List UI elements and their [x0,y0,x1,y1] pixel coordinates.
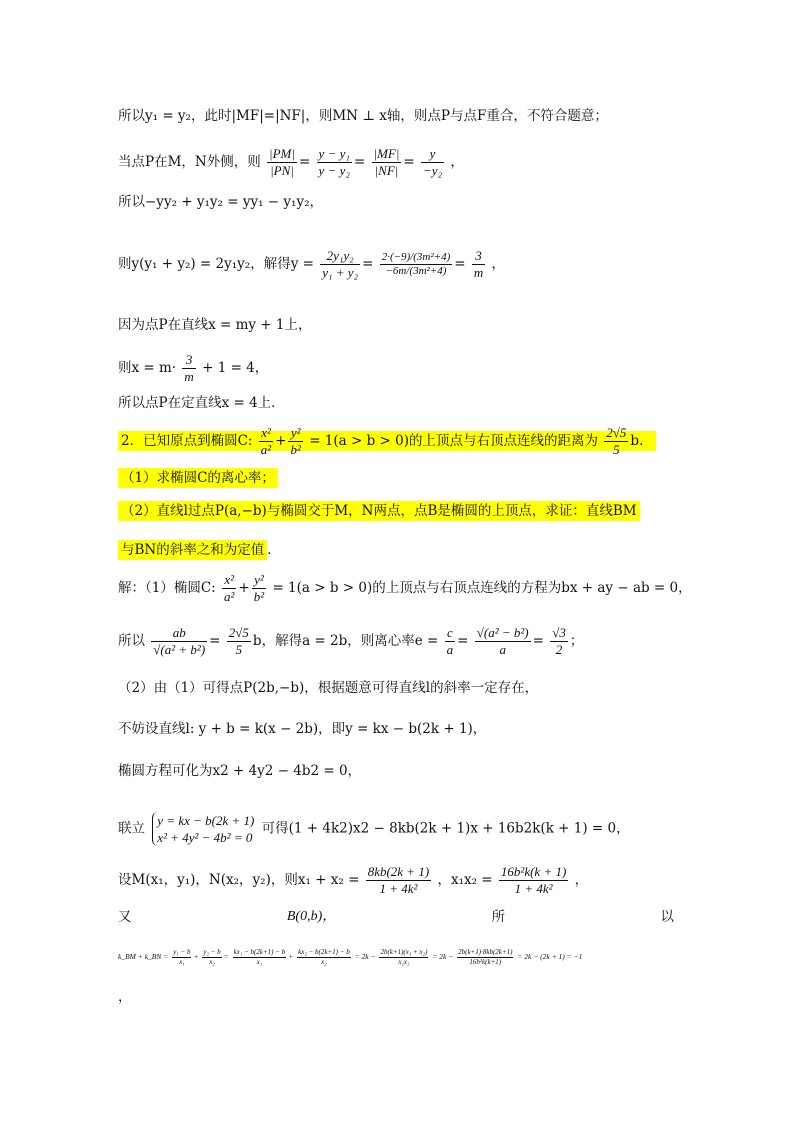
question-part-1: （1）求椭圆C的离心率； [118,467,278,489]
fraction: $\frac{\text{x²}}{\text{a²}}$ [224,572,235,604]
justified-line: 又 B(0,b)， 所 以 [118,909,674,925]
question-stem: 2．已知原点到椭圆C: $\frac{\text{x²}}{\text{a²}}$ + $\frac{\text{y²}}{\text{b²}}$ = 1(a > b > 0)的上顶点与右顶点连线的距离为 $\frac{2√5}{5}$ b． [118,425,656,458]
text-line: 所以y₁ = y₂，此时|MF|=|NF|，则MN ⊥ x轴，则点P与点F重合，不符合题意； [118,108,608,124]
fraction: $\frac{8kb(2k + 1)}{\text{1 + 4k²}}$ [367,864,430,896]
fraction: $\frac{3}{m}$ [473,248,484,280]
question-part-2-cont: 与BN的斜率之和为定值 ． [118,539,281,561]
solution-line: 所以 $\frac{ab}{\text{√(a² + b²)}}$ = $\frac{2√5}{5}$ b，解得a = 2b，则离心率e = $\frac{c}{a}$ = $\frac{\text{√(a² − b²)}}{a}$ = $\frac{√3}{2}$ ； [118,625,584,657]
fraction: $\frac{\text{√(a² − b²)}}{a}$ [476,625,529,657]
fraction: $\frac{\text{2·(−9)/(3m²+4)}}{\text{−6m/(3m²+4)}}$ [381,251,451,277]
solution-line: 设M(x₁，y₁)，N(x₂，y₂)，则x₁ + x₂ = $\frac{8kb(2k + 1)}{\text{1 + 4k²}}$ ，x₁x₂ = $\frac{\text{16b²k(k + 1)}}{\text{1 + 4k²}}$ ， [118,864,589,896]
fraction: $\frac{\text{2b(k+1)(x₁ + x₂)}}{\text{x₁x₂}}$ [380,948,428,966]
solution-line: （2）由（1）可得点P(2b,−b)，根据题意可得直线l的斜率一定存在， [118,680,539,696]
fraction: $\frac{\text{y₂ − b}}{\text{x₂}}$ [203,948,221,966]
solution-line: 解：（1）椭圆C: $\frac{\text{x²}}{\text{a²}}$ + $\frac{\text{y²}}{\text{b²}}$ = 1(a > b > 0)的上顶点与右顶点连线的方程为bx + ay − ab = 0， [118,572,692,604]
fraction: $\frac{\text{x²}}{\text{a²}}$ [260,425,272,457]
text-line: 因为点P在直线x = my + 1上， [118,317,312,333]
text-line: 所以点P在定直线x = 4上． [118,395,285,411]
text-line: ， [118,989,132,1005]
fraction: $\frac{\text{kx₁ − b(2k+1) − b}}{\text{x₁}}$ [233,948,286,966]
fraction: $\frac{|PM|}{|PN|}$ [269,146,295,178]
text-line: 则x = m· $\frac{3}{m}$ + 1 = 4， [118,352,269,384]
equation-system: y = kx − b(2k + 1) x² + 4y² − 4b² = 0 [152,812,254,846]
solution-line: 椭圆方程可化为x2 + 4y2 − 4b2 = 0， [118,763,362,779]
fraction: $\frac{\text{y²}}{\text{b²}}$ [290,425,301,457]
fraction: $\frac{|MF|}{|NF|}$ [373,146,400,178]
fraction: $\frac{\text{16b²k(k + 1)}}{\text{1 + 4k²}}$ [500,864,567,896]
fraction: $\frac{y}{\text{−y₂}}$ [423,146,443,178]
fraction: $\frac{2√5}{5}$ [606,425,627,457]
text-line: 所以−yy₂ + y₁y₂ = yy₁ − y₁y₂， [118,194,323,210]
fraction: $\frac{ab}{\text{√(a² + b²)}}$ [153,625,206,657]
fraction: $\frac{\text{kx₂ − b(2k+1) − b}}{\text{x₂}}$ [298,948,350,966]
text-line: 则y(y₁ + y₂) = 2y₁y₂，解得y = $\frac{\text{2y₁y₂}}{\text{y₁ + y₂}}$ = $\frac{\text{2·(−9)/(3m²+4)}}{\text{−6m/(3m²+4)}}$ = $\frac{3}{m}$ ， [118,248,506,280]
solution-line: 联立 y = kx − b(2k + 1) x² + 4y² − 4b² = 0 可得(1 + 4k2)x2 − 8kb(2k + 1)x + 16b2k(k + 1) = 0， [118,813,630,845]
fraction: $\frac{c}{a}$ [446,625,454,657]
question-part-2: （2）直线l过点P(a,−b)与椭圆交于M，N两点，点B是椭圆的上顶点，求证：直线BM [118,500,640,522]
fraction: $\frac{\text{y₁ − b}}{\text{x₁}}$ [173,948,191,966]
fraction: $\frac{\text{2y₁y₂}}{\text{y₁ + y₂}}$ [322,248,359,280]
slope-sum-equation: k_BM + k_BN = $\frac{\text{y₁ − b}}{\text{x₁}}$ + $\frac{\text{y₂ − b}}{\text{x₂}}$ = $\frac{\text{kx₁ − b(2k+1) − b}}{\text{x₁}}$ + $\frac{\text{kx₂ − b(2k+1) − b}}{\text{x₂}}$ = 2k − $\frac{\text{2b(k+1)(x₁ + x₂)}}{\text{x₁x₂}}$ = 2k − $\frac{2b(k+1)\cdot 8kb(2k+1)}{\text{16b²k(k+1)}}$ = 2k − (2k + 1) = −1 [118,948,583,966]
fraction: $\frac{3}{m}$ [184,352,194,384]
solution-line: 不妨设直线l: y + b = k(x − 2b)，即y = kx − b(2k + 1)， [118,721,487,737]
fraction: $\frac{\text{y − y₁}}{\text{y − y₂}}$ [318,146,350,178]
fraction: $\frac{2√5}{5}$ [228,625,249,657]
text-line: 当点P在M，N外侧，则 $\frac{|PM|}{|PN|}$ = $\frac{\text{y − y₁}}{\text{y − y₂}}$ = $\frac{|MF|}{|NF|}$ = $\frac{y}{\text{−y₂}}$ ， [118,146,464,178]
fraction: $\frac{√3}{2}$ [552,625,566,657]
fraction: $\frac{\text{y²}}{\text{b²}}$ [253,572,265,604]
fraction: $\frac{2b(k+1)\cdot 8kb(2k+1)}{\text{16b²k(k+1)}}$ [458,948,513,966]
